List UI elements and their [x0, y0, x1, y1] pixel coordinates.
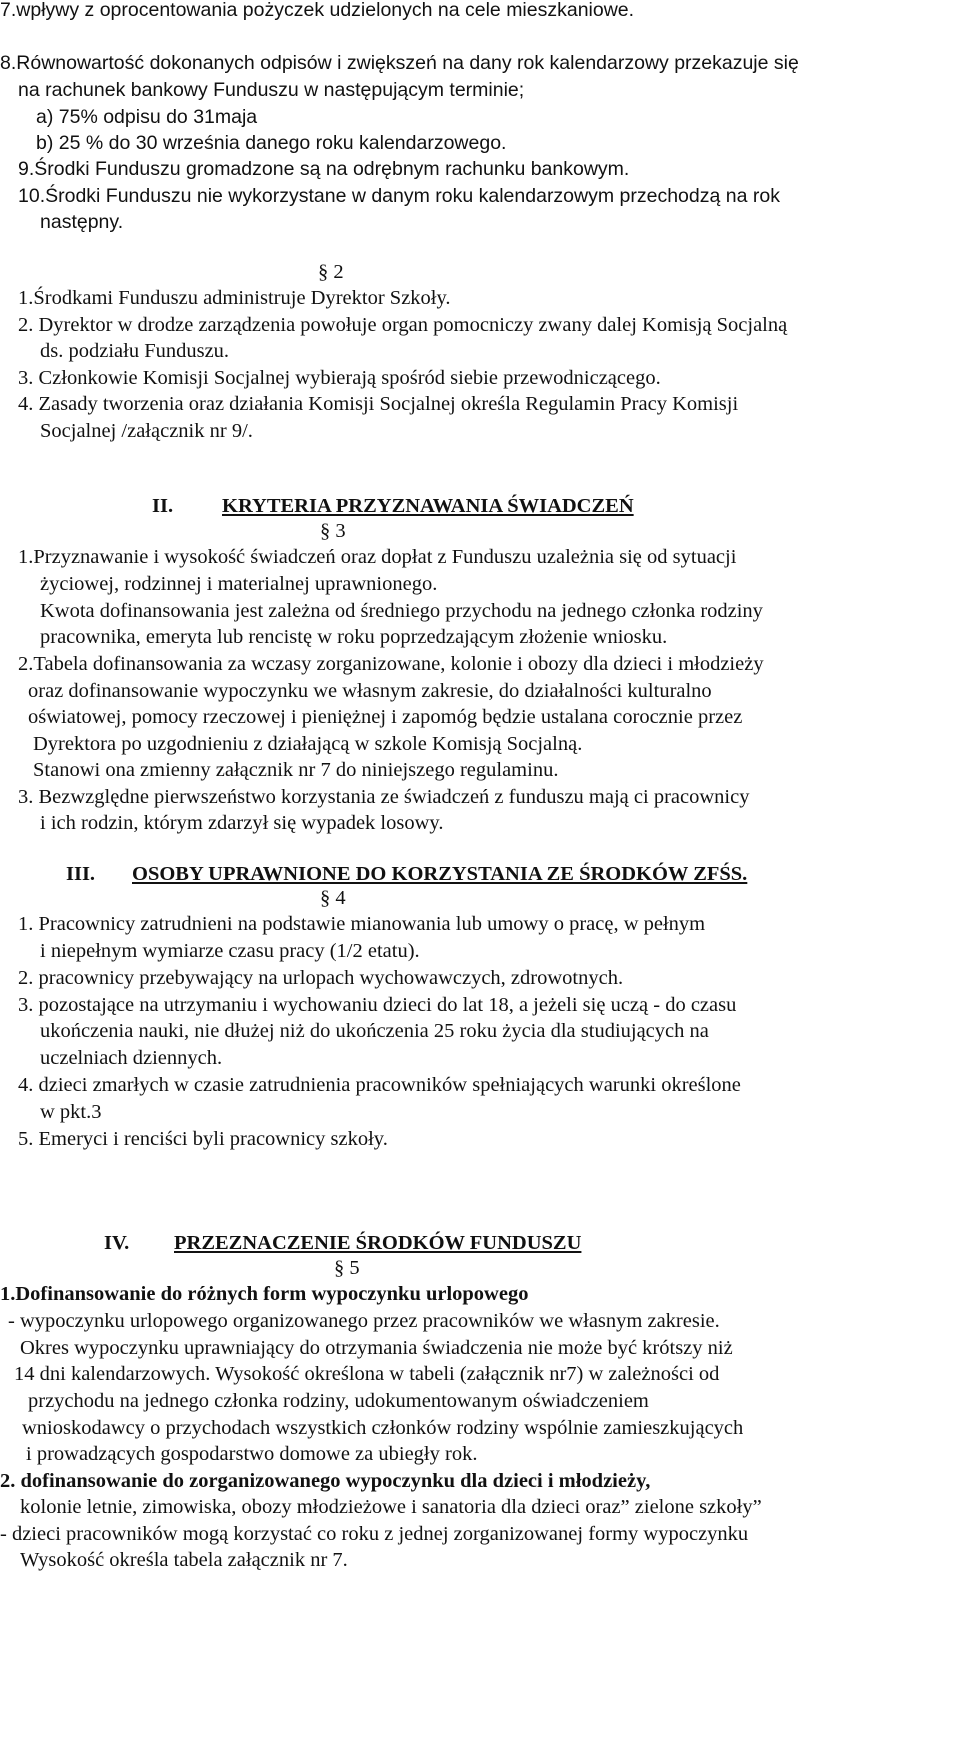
- text-line: na rachunek bankowy Funduszu w następującym terminie;: [18, 79, 525, 101]
- chapter-heading: PRZEZNACZENIE ŚRODKÓW FUNDUSZU: [174, 1232, 582, 1254]
- text-line: - wypoczynku urlopowego organizowanego przez pracowników we własnym zakresie.: [8, 1310, 720, 1332]
- text-line: oświatowej, pomocy rzeczowej i pieniężnej i zapomóg będzie ustalana corocznie przez: [28, 706, 743, 728]
- text-line: pracownika, emeryta lub rencistę w roku poprzedzającym złożenie wniosku.: [40, 626, 668, 648]
- text-line: Socjalnej /załącznik nr 9/.: [40, 420, 253, 442]
- text-line: 1.Środkami Funduszu administruje Dyrektor Szkoły.: [18, 287, 451, 309]
- chapter-number: II.: [152, 495, 174, 517]
- text-line: 5. Emeryci i renciści byli pracownicy szkoły.: [18, 1128, 388, 1150]
- text-line: Okres wypoczynku uprawniający do otrzymania świadczenia nie może być krótszy niż: [20, 1337, 733, 1359]
- text-line: i niepełnym wymiarze czasu pracy (1/2 etatu).: [40, 940, 420, 962]
- text-line: 9.Środki Funduszu gromadzone są na odrębnym rachunku bankowym.: [18, 158, 630, 180]
- text-line: 2. dofinansowanie do zorganizowanego wypoczynku dla dzieci i młodzieży,: [0, 1470, 651, 1492]
- text-line: 1. Pracownicy zatrudnieni na podstawie mianowania lub umowy o pracę, w pełnym: [18, 913, 706, 935]
- text-line: kolonie letnie, zimowiska, obozy młodzieżowe i sanatoria dla dzieci oraz” zielone szkoły”: [20, 1496, 762, 1518]
- text-line: wnioskodawcy o przychodach wszystkich członków rodziny wspólnie zamieszkujących: [22, 1417, 744, 1439]
- text-line: Stanowi ona zmienny załącznik nr 7 do niniejszego regulaminu.: [33, 759, 559, 781]
- text-line: 3. Członkowie Komisji Socjalnej wybierają spośród siebie przewodniczącego.: [18, 367, 661, 389]
- text-line: 3. pozostające na utrzymaniu i wychowaniu dzieci do lat 18, a jeżeli się uczą - do czasu: [18, 994, 737, 1016]
- text-line: 4. Zasady tworzenia oraz działania Komisji Socjalnej określa Regulamin Pracy Komisji: [18, 393, 739, 415]
- text-line: 10.Środki Funduszu nie wykorzystane w danym roku kalendarzowym przechodzą na rok: [18, 185, 780, 207]
- text-line: a) 75% odpisu do 31maja: [36, 106, 258, 128]
- text-line: ds. podziału Funduszu.: [40, 340, 230, 362]
- section-mark: § 3: [320, 520, 346, 542]
- text-line: 2. Dyrektor w drodze zarządzenia powołuje organ pomocniczy zwany dalej Komisją Socjalną: [18, 314, 788, 336]
- text-line: - dzieci pracowników mogą korzystać co roku z jednej zorganizowanej formy wypoczynku: [0, 1523, 749, 1545]
- section-mark: § 5: [334, 1257, 360, 1279]
- text-line: 1.Przyznawanie i wysokość świadczeń oraz dopłat z Funduszu uzależnia się od sytuacji: [18, 546, 737, 568]
- text-line: 3. Bezwzględne pierwszeństwo korzystania ze świadczeń z funduszu mają ci pracownicy: [18, 786, 750, 808]
- text-line: b) 25 % do 30 września danego roku kalendarzowego.: [36, 132, 507, 154]
- text-line: 8.Równowartość dokonanych odpisów i zwiększeń na dany rok kalendarzowy przekazuje się: [0, 52, 799, 74]
- text-line: ukończenia nauki, nie dłużej niż do ukończenia 25 roku życia dla studiujących na: [40, 1020, 709, 1042]
- text-line: 1.Dofinansowanie do różnych form wypoczynku urlopowego: [0, 1283, 529, 1305]
- text-line: 4. dzieci zmarłych w czasie zatrudnienia pracowników spełniających warunki określone: [18, 1074, 741, 1096]
- text-line: Kwota dofinansowania jest zależna od średniego przychodu na jednego członka rodziny: [40, 600, 763, 622]
- text-line: następny.: [40, 211, 124, 233]
- text-line: 14 dni kalendarzowych. Wysokość określona w tabeli (załącznik nr7) w zależności od: [14, 1363, 720, 1385]
- text-line: Dyrektora po uzgodnieniu z działającą w szkole Komisją Socjalną.: [33, 733, 583, 755]
- text-line: i ich rodzin, którym zdarzył się wypadek losowy.: [40, 812, 444, 834]
- text-line: w pkt.3: [40, 1101, 102, 1123]
- text-line: i prowadzących gospodarstwo domowe za ubiegły rok.: [26, 1443, 478, 1465]
- text-line: życiowej, rodzinnej i materialnej uprawnionego.: [40, 573, 438, 595]
- text-line: Wysokość określa tabela załącznik nr 7.: [20, 1549, 348, 1571]
- section-mark: § 2: [318, 261, 344, 283]
- text-line: oraz dofinansowanie wypoczynku we własnym zakresie, do działalności kulturalno: [28, 680, 712, 702]
- section-mark: § 4: [320, 887, 346, 909]
- text-line: 7.wpływy z oprocentowania pożyczek udzielonych na cele mieszkaniowe.: [0, 0, 635, 21]
- text-line: uczelniach dziennych.: [40, 1047, 223, 1069]
- chapter-heading: KRYTERIA PRZYZNAWANIA ŚWIADCZEŃ: [222, 495, 634, 517]
- chapter-number: IV.: [104, 1232, 130, 1254]
- text-line: 2. pracownicy przebywający na urlopach wychowawczych, zdrowotnych.: [18, 967, 624, 989]
- chapter-heading: OSOBY UPRAWNIONE DO KORZYSTANIA ZE ŚRODKÓW ZFŚS.: [132, 863, 748, 885]
- text-line: 2.Tabela dofinansowania za wczasy zorganizowane, kolonie i obozy dla dzieci i młodzieży: [18, 653, 764, 675]
- chapter-number: III.: [66, 863, 96, 885]
- text-line: przychodu na jednego członka rodziny, udokumentowanym oświadczeniem: [28, 1390, 649, 1412]
